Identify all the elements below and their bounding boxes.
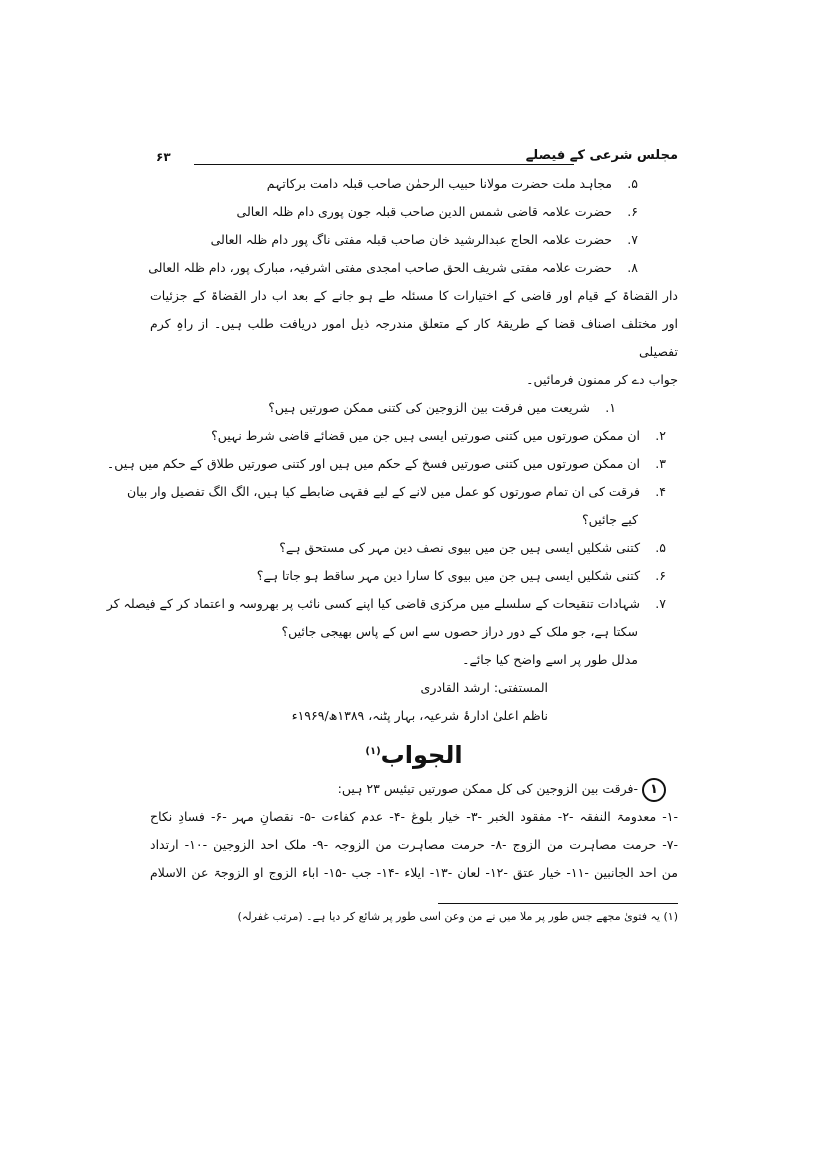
intro-line: اور مختلف اصناف قضا کے طریقۂ کار کے متعلق مندرجہ ذیل امور دریافت طلب ہیں۔ از راہِ کرم تفصیلی: [150, 316, 678, 359]
name-item: ۵. مجاہد ملت حضرت مولانا حبیب الرحمٰن صاحب قبلہ دامت برکاتہم: [266, 176, 638, 191]
name-item: ۸. حضرت علامہ مفتی شریف الحق صاحب امجدی مفتی اشرفیہ، مبارک پور، دام ظلہ العالی: [148, 260, 638, 275]
question-continuation: کیے جائیں؟: [582, 512, 638, 527]
question-item: ۳. ان ممکن صورتوں میں کتنی صورتیں فسخ کے حکم میں ہیں اور کتنی صورتیں طلاق کے حکم میں ہیں۔: [106, 456, 666, 471]
question-continuation: سکتا ہے، جو ملک کے دور دراز حصوں سے اس کے پاس بھیجی جائیں؟: [281, 624, 638, 639]
name-item: ۶. حضرت علامہ قاضی شمس الدین صاحب قبلہ جون پوری دام ظلہ العالی: [236, 204, 638, 219]
closing-line: مدلل طور پر اسے واضح کیا جائے۔: [462, 652, 638, 667]
page-number: ۶۳: [156, 150, 171, 164]
answer-first-line: ۱-فرقت بین الزوجین کی کل ممکن صورتیں تیئیس ۲۳ ہیں:: [150, 775, 678, 803]
document-page: [106, 148, 679, 930]
signature-block: [150, 674, 678, 730]
intro-line: دار القضاۃ کے قیام اور قاضی کے اختیارات کا مسئلہ طے ہو جانے کے بعد اب دار القضاۃ کے جزئیات: [150, 288, 678, 303]
answer-list-line: من احد الجانبین -۱۱- خیار عتق -۱۲- لعان -۱۳- ایلاء -۱۴- جب -۱۵- اباء الزوج او الزوجۃ عن الاسلام: [150, 865, 678, 880]
intro-paragraph: [150, 282, 678, 394]
answer-list: [150, 803, 678, 887]
footnote-marker: (۱): [365, 746, 381, 757]
name-item: ۷. حضرت علامہ الحاج عبدالرشید خان صاحب قبلہ مفتی ناگ پور دام ظلہ العالی: [210, 232, 638, 247]
question-item: ۶. کتنی شکلیں ایسی ہیں جن میں بیوی کا سارا دین مہر ساقط ہو جاتا ہے؟: [256, 568, 666, 583]
circled-number-icon: ۱: [642, 778, 666, 802]
question-item: ۱. شریعت میں فرقت بین الزوجین کی کتنی ممکن صورتیں ہیں؟: [268, 400, 616, 415]
running-title: مجلس شرعی کے فیصلے: [525, 148, 678, 163]
answer-list-line: -۷- حرمت مصاہرت من الزوج -۸- حرمت مصاہرت من الزوجہ -۹- ملک احد الزوجین -۱۰- ارتداد: [150, 837, 678, 852]
question-item: ۴. فرقت کی ان تمام صورتوں کو عمل میں لانے کے لیے فقہی ضابطے کیا ہیں، الگ الگ تفصیل وار بیان: [126, 484, 666, 499]
names-list: [150, 170, 678, 282]
questions-list: [106, 394, 678, 646]
page-header: [150, 148, 678, 170]
footnote: (۱) یہ فتویٰ مجھے جس طور پر ملا میں نے من وعن اسی طور پر شائع کر دیا ہے۔ (مرتب غفرلہ): [237, 910, 678, 923]
question-item: ۵. کتنی شکلیں ایسی ہیں جن میں بیوی نصف دین مہر کی مستحق ہے؟: [279, 540, 666, 555]
intro-line: جواب دے کر ممنون فرمائیں۔: [526, 372, 678, 387]
answer-list-line: -۱- معدومۃ النفقہ -۲- مفقود الخبر -۳- خیار بلوغ -۴- عدم کفاءت -۵- نقصانِ مہر -۶- فسادِ نکاح: [150, 809, 679, 824]
header-rule: [194, 164, 574, 165]
question-item: ۲. ان ممکن صورتوں میں کتنی صورتیں ایسی ہیں جن میں قضائے قاضی شرط نہیں؟: [211, 428, 666, 443]
signature-name: المستفتی: ارشد القادری: [420, 680, 548, 695]
question-item: ۷. شہادات تنقیحات کے سلسلے میں مرکزی قاضی کیا اپنے کسی نائب پر بھروسہ و اعتماد کر کے فیصلہ کر: [106, 596, 666, 611]
answer-heading: الجواب$^{(۱)}$: [365, 741, 463, 769]
signature-title: ناظم اعلیٰ ادارۂ شرعیہ، بہار پٹنہ، ۱۳۸۹ھ/۱۹۶۹ء: [291, 708, 548, 723]
